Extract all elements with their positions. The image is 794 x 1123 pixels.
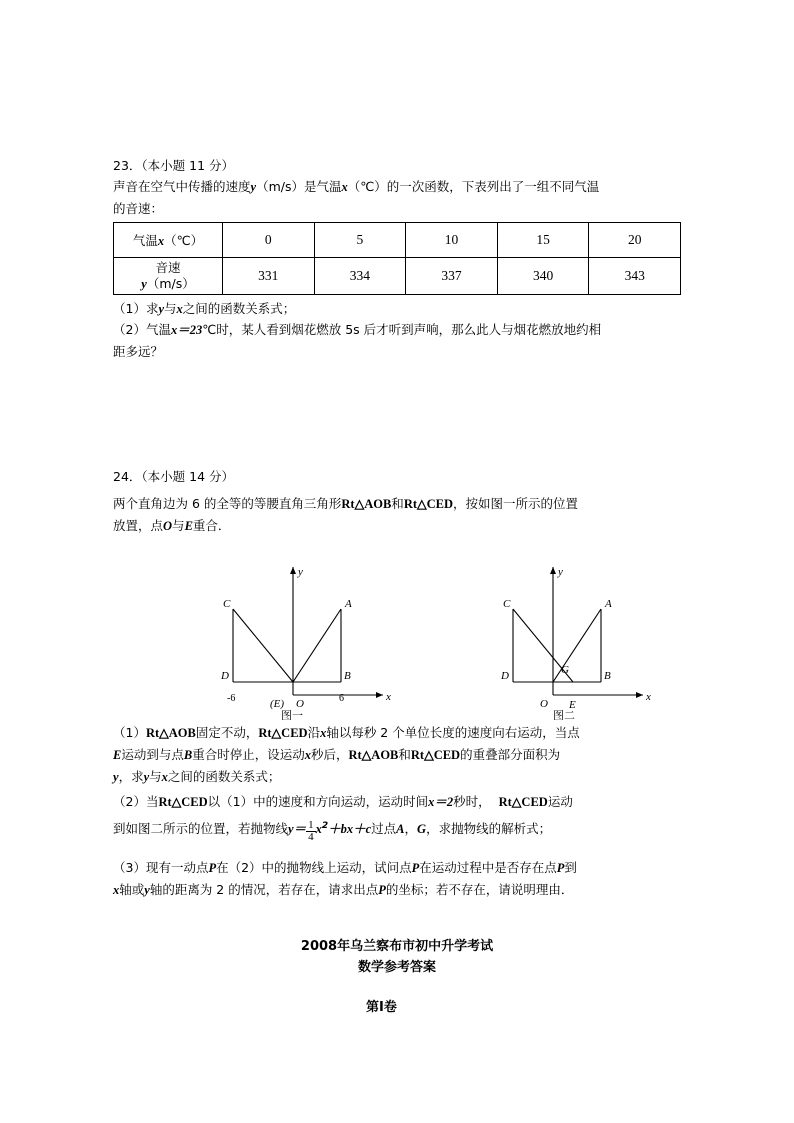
answer-part1-text: 第Ⅰ卷 <box>366 1000 397 1015</box>
table-row-speed <box>114 258 681 295</box>
p24-q2-exp: 2 <box>321 821 329 831</box>
p23-q2-a: ℃时，某人看到烟花燃放 5s 后才听到声响，那么此人与烟花燃放地约相 <box>202 322 602 337</box>
fig1-label-pos6: 6 <box>339 693 344 704</box>
p23-intro-x: x <box>341 180 348 194</box>
p24-q1-y: y <box>113 770 119 784</box>
p24-intro-E: E <box>184 519 193 533</box>
table-header-speed <box>114 258 223 295</box>
cell-speed-4: 343 <box>589 258 681 295</box>
th-speed-var: y <box>141 277 147 291</box>
p24-q3-c: 在运动过程中是否存在点 <box>419 860 557 875</box>
problem-23-heading <box>113 155 234 176</box>
p24-q2-A: A <box>396 822 405 837</box>
th-speed-cn: 音速 <box>155 260 181 275</box>
p24-q1-b: 固定不动， <box>195 725 259 740</box>
answer-title-line1-text: 2008年乌兰察布市初中升学考试 <box>300 939 494 954</box>
fig2-label-E: E <box>569 699 576 711</box>
p23-intro-d: 的音速： <box>113 201 164 216</box>
fig1-label-B: B <box>344 670 351 682</box>
p23-intro-c: （℃）的一次函数，下表列出了一组不同气温 <box>347 179 600 194</box>
problem-24-intro <box>113 493 681 537</box>
cell-speed-2: 337 <box>406 258 498 295</box>
fraction-numerator: 1 <box>308 819 314 832</box>
answer-title-line2-text: 数学参考答案 <box>357 960 436 975</box>
p24-q2-d: 运动 <box>547 794 573 809</box>
p24-q2-y: y＝ <box>288 822 307 837</box>
p24-intro-b: ，按如图一所示的位置 <box>453 496 579 511</box>
table-header-temperature <box>114 223 223 258</box>
p24-q3-P3: P <box>556 861 565 875</box>
p24-q1-t4: Rt△CED <box>410 748 461 762</box>
p24-q1-a: （1） <box>113 725 146 740</box>
table-row-temperature <box>114 223 681 258</box>
problem-23-heading-text: 23．（本小题 11 分） <box>113 158 235 173</box>
p24-q3-P: P <box>208 861 217 875</box>
fig2-label-A: A <box>605 598 612 610</box>
fig1-label-D: D <box>221 670 229 682</box>
p24-q1-e: 运动到与点 <box>121 747 184 762</box>
fig2-label-D: D <box>501 670 509 682</box>
problem-24-question-1 <box>113 722 681 788</box>
p24-intro-t1: Rt△AOB <box>341 497 392 511</box>
cell-speed-0: 331 <box>223 258 315 295</box>
p24-q1-x: x <box>320 726 327 740</box>
cell-temp-4: 20 <box>589 223 681 258</box>
p24-q3-d: 到 <box>564 860 577 875</box>
figures-svg <box>113 535 681 720</box>
p24-q1-g: 秒后， <box>310 747 349 762</box>
fig1-label-E: (E) <box>270 698 285 710</box>
fig1-label-x: x <box>386 691 391 703</box>
p24-q2-b: 以（1）中的速度和方向运动，运动时间 <box>207 794 429 809</box>
p24-intro-c: 放置，点 <box>113 518 164 533</box>
p24-q3-g: 的坐标；若不存在，请说明理由． <box>385 882 574 897</box>
p24-q2-e: 到如图二所示的位置，若抛物线 <box>113 821 289 837</box>
cell-temp-0: 0 <box>223 223 315 258</box>
p24-q1-x2: x <box>304 748 311 762</box>
p24-q1-j: ，求 <box>118 769 144 784</box>
fig2-label-G: G <box>561 664 569 676</box>
fig2-label-O: O <box>540 698 548 710</box>
p24-q1-B: B <box>183 748 193 762</box>
problem-24-question-2 <box>113 790 681 843</box>
p24-q2-c: 秒时， <box>453 794 491 809</box>
p24-q2-rest: ＋bx＋c <box>328 822 372 837</box>
p24-q1-c: 沿 <box>307 725 321 740</box>
problem-23-question-2 <box>113 319 681 362</box>
p24-q3-a: （3）现有一动点 <box>113 860 209 875</box>
answer-title-line1 <box>113 935 681 954</box>
document-page <box>113 0 681 1123</box>
p24-q3-y: y <box>144 883 150 897</box>
p24-q1-t2: Rt△CED <box>258 726 308 740</box>
fig1-label-C: C <box>223 598 231 610</box>
p24-q2-comma: ， <box>404 821 418 837</box>
p23-intro-y: y <box>250 180 257 194</box>
p24-q1-l: 之间的函数关系式； <box>167 769 281 784</box>
p24-q1-i: 的重叠部分面积为 <box>460 747 561 762</box>
cell-temp-1: 5 <box>314 223 406 258</box>
p23-q1-y: y <box>158 302 165 316</box>
problem-24-question-3 <box>113 857 681 901</box>
fig2-label-B: B <box>604 670 611 682</box>
p24-q3-P2: P <box>411 861 420 875</box>
p24-q2-t2: Rt△CED <box>498 795 548 809</box>
p24-intro-e: 重合． <box>192 518 231 533</box>
p24-intro-t2: Rt△CED <box>403 497 454 511</box>
p23-q1-mid: 与 <box>164 301 177 316</box>
answer-title-line2 <box>113 956 681 975</box>
p23-q2-pre: （2）气温 <box>113 322 171 337</box>
p23-q2-eq: x＝23 <box>170 323 203 337</box>
p24-q2-g: ，求抛物线的解析式； <box>426 821 552 837</box>
th-speed-unit: （m/s） <box>146 276 195 291</box>
p23-q1-x: x <box>176 302 183 316</box>
problem-23-intro <box>113 176 681 219</box>
p24-q2-G: G <box>417 822 427 837</box>
p24-q1-f: 重合时停止，设运动 <box>192 747 305 762</box>
problem-23-question-1 <box>113 298 295 320</box>
problem-24-heading-text: 24．（本小题 14 分） <box>113 469 235 484</box>
p24-intro-a: 两个直角边为 6 的全等的等腰直角三角形 <box>113 496 342 511</box>
p24-q2-x2: x <box>315 822 322 837</box>
fig2-label-x: x <box>646 691 651 703</box>
p23-intro-a: 声音在空气中传播的速度 <box>113 179 251 194</box>
cell-speed-1: 334 <box>314 258 406 295</box>
p24-q3-x: x <box>113 883 120 897</box>
p24-q3-f: 轴的距离为 2 的情况，若存在，请求出点 <box>149 882 379 897</box>
figure-one <box>220 566 391 720</box>
p24-q2-eq: x＝2 <box>428 795 454 809</box>
fig2-caption: 图二 <box>553 709 575 720</box>
th-temp-cn: 气温 <box>132 233 158 248</box>
fraction-one-fourth <box>306 820 316 843</box>
p23-q2-b: 距多远？ <box>113 344 164 359</box>
temperature-speed-table <box>113 222 681 295</box>
fig2-label-C: C <box>503 598 511 610</box>
p24-intro-O: O <box>163 519 173 533</box>
p24-q3-P4: P <box>378 883 386 897</box>
p24-q1-t3: Rt△AOB <box>348 748 399 762</box>
fig1-caption: 图一 <box>281 709 303 720</box>
p24-q2-t1: Rt△CED <box>158 795 208 809</box>
p24-q1-t1: Rt△AOB <box>145 726 196 740</box>
th-temp-var: x <box>157 234 165 248</box>
p24-q1-E: E <box>113 748 122 762</box>
p24-q1-k: 与 <box>149 769 162 784</box>
fig1-label-O: O <box>296 698 304 710</box>
fig2-label-y: y <box>558 566 563 578</box>
p24-q1-y2: y <box>143 770 150 784</box>
p24-q1-x3: x <box>161 770 168 784</box>
cell-speed-3: 340 <box>497 258 589 295</box>
p23-q1-post: 之间的函数关系式； <box>182 301 296 316</box>
p24-intro-d: 与 <box>172 518 185 533</box>
fig1-label-y: y <box>298 566 303 578</box>
p24-q2-a: （2）当 <box>113 794 159 809</box>
problem-24-heading <box>113 466 234 487</box>
p24-q1-h: 和 <box>398 747 411 762</box>
th-temp-unit: （℃） <box>164 233 204 248</box>
figure-two <box>500 566 651 720</box>
p24-q2-f: 过点 <box>371 821 397 837</box>
fraction-denominator: 4 <box>308 831 314 844</box>
p23-intro-b: （m/s）是气温 <box>256 179 342 194</box>
cell-temp-3: 15 <box>497 223 589 258</box>
p23-q1-pre: （1）求 <box>113 301 159 316</box>
p24-q3-e: 轴或 <box>119 882 145 897</box>
p24-q3-b: 在（2）中的抛物线上运动，试问点 <box>216 860 412 875</box>
fig1-label-A: A <box>345 598 352 610</box>
p24-q1-d: 轴以每秒 2 个单位长度的速度向右运动，当点 <box>326 725 580 740</box>
answer-part1 <box>366 996 397 1015</box>
cell-temp-2: 10 <box>406 223 498 258</box>
geometry-figures <box>113 535 681 720</box>
fig1-label-neg6: -6 <box>227 693 236 704</box>
p24-intro-mid: 和 <box>391 496 404 511</box>
